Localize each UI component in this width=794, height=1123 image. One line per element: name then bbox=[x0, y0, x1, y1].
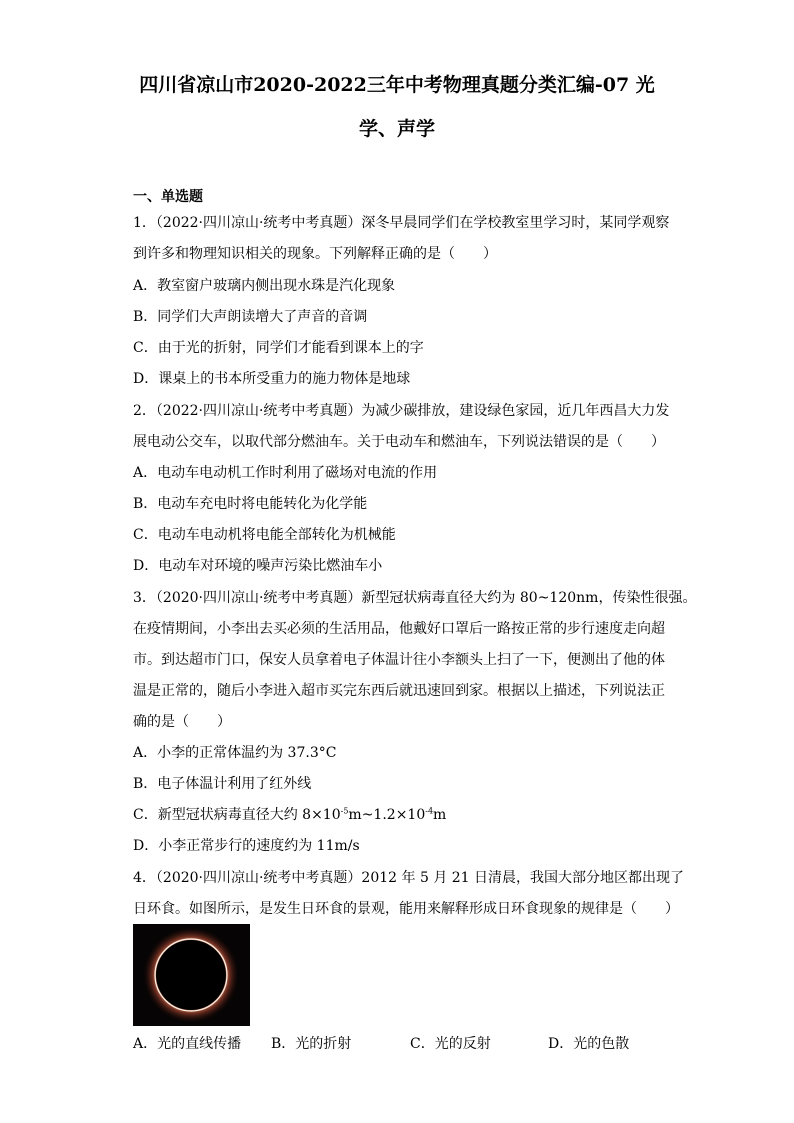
q2-stem-line-1: 2．（2022·四川凉山·统考中考真题）为减少碳排放，建设绿色家园，近几年西昌大力发 bbox=[133, 403, 670, 419]
q1-option-b: B．同学们大声朗读增大了声音的音调 bbox=[133, 309, 368, 325]
q3-stem-line-1: 3．（2020·四川凉山·统考中考真题）新型冠状病毒直径大约为 80~120nm，传染性很强。 bbox=[133, 590, 697, 606]
q1-stem-line-1: 1．（2022·四川凉山·统考中考真题）深冬早晨同学们在学校教室里学习时，某同学观察 bbox=[133, 215, 670, 231]
q3-option-c-unit: m bbox=[433, 807, 447, 823]
document-title-line-2: 学、声学 bbox=[358, 118, 435, 140]
q4-option-d: D．光的色散 bbox=[548, 1036, 630, 1052]
q1-option-d: D．课桌上的书本所受重力的施力物体是地球 bbox=[133, 371, 411, 387]
q4-option-a: A．光的直线传播 bbox=[133, 1036, 242, 1052]
q3-option-b: B．电子体温计利用了红外线 bbox=[133, 776, 312, 792]
q4-option-c: C．光的反射 bbox=[410, 1036, 491, 1052]
q3-option-c-middle: m~1.2×10 bbox=[348, 807, 426, 823]
q3-stem-line-3: 市。到达超市门口，保安人员拿着电子体温计往小李额头上扫了一下，便测出了他的体 bbox=[133, 652, 665, 668]
document-title-line-1: 四川省凉山市2020-2022三年中考物理真题分类汇编-07 光 bbox=[139, 74, 655, 96]
q1-option-a: A．教室窗户玻璃内侧出现水珠是汽化现象 bbox=[133, 278, 396, 294]
q4-option-b: B．光的折射 bbox=[271, 1036, 352, 1052]
q2-stem-line-2: 展电动公交车，以取代部分燃油车。关于电动车和燃油车，下列说法错误的是（ ） bbox=[133, 434, 665, 450]
q2-option-b: B．电动车充电时将电能转化为化学能 bbox=[133, 496, 368, 512]
solar-eclipse-image bbox=[133, 924, 250, 1026]
section-heading-single-choice: 一、单选题 bbox=[133, 189, 203, 205]
q4-stem-line-1: 4．（2020·四川凉山·统考中考真题）2012 年 5 月 21 日清晨，我国大部分地区都出现了 bbox=[133, 870, 685, 886]
q3-option-c-exponent-2: -4 bbox=[425, 806, 434, 816]
q2-option-a: A．电动车电动机工作时利用了磁场对电流的作用 bbox=[133, 465, 438, 481]
q4-stem-line-2: 日环食。如图所示，是发生日环食的景观，能用来解释形成日环食现象的规律是（ ） bbox=[133, 901, 679, 917]
q3-option-a: A．小李的正常体温约为 37.3°C bbox=[133, 745, 337, 761]
q3-stem-line-2: 在疫情期间，小李出去买必须的生活用品，他戴好口罩后一路按正常的步行速度走向超 bbox=[133, 621, 665, 637]
q2-option-c: C．电动车电动机将电能全部转化为机械能 bbox=[133, 527, 396, 543]
q3-stem-line-5: 确的是（ ） bbox=[133, 714, 231, 730]
q3-stem-line-4: 温是正常的，随后小李进入超市买完东西后就迅速回到家。根据以上描述，下列说法正 bbox=[133, 683, 665, 699]
q3-option-c bbox=[133, 804, 446, 824]
q3-option-c-exponent-1: -5 bbox=[340, 806, 349, 816]
q3-option-d: D．小李正常步行的速度约为 11m/s bbox=[133, 838, 360, 854]
q2-option-d: D．电动车对环境的噪声污染比燃油车小 bbox=[133, 558, 383, 574]
q3-option-c-prefix: C．新型冠状病毒直径大约 8×10 bbox=[133, 807, 341, 823]
q1-stem-line-2: 到许多和物理知识相关的现象。下列解释正确的是（ ） bbox=[133, 246, 497, 262]
q1-option-c: C．由于光的折射，同学们才能看到课本上的字 bbox=[133, 340, 424, 356]
